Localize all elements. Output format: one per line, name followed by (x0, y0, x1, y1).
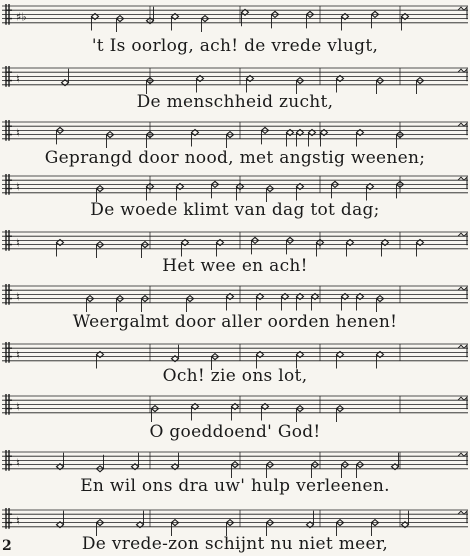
staff-10 (0, 504, 470, 536)
custos-icon (458, 7, 467, 19)
key-signature-icon: ♮ (16, 348, 20, 362)
custos-icon (458, 233, 467, 245)
custos-icon (458, 69, 467, 81)
page-number: 2 (2, 538, 12, 554)
staff-2 (0, 62, 470, 94)
lyric-line-10: De vrede-zon schijnt nu niet meer, (81, 534, 389, 554)
custos-icon (458, 397, 467, 409)
key-signature-icon: ♮ (16, 180, 20, 194)
lyric-line-2: De menschheid zucht, (136, 92, 334, 112)
custos-icon (458, 123, 467, 135)
custos-icon (458, 177, 467, 189)
staff-6 (0, 280, 470, 312)
staff-9 (0, 446, 470, 478)
staff-4 (0, 170, 470, 202)
key-signature-icon: ♮ (16, 236, 20, 250)
key-signature-icon: ♮ (16, 456, 20, 470)
lyric-line-4: De woede klimt van dag tot dag; (90, 200, 380, 220)
staff-5 (0, 226, 470, 258)
key-signature-icon: ♮ (16, 514, 20, 528)
lyric-line-1: 't Is oorlog, ach! de vrede vlugt, (91, 36, 379, 56)
lyric-line-3: Geprangd door nood, met angstig weenen; (44, 148, 426, 168)
lyric-line-9: En wil ons dra uw' hulp verleenen. (80, 476, 390, 496)
lyric-line-7: Och! zie ons lot, (162, 366, 308, 386)
lyric-line-8: O goeddoend' God! (149, 422, 321, 442)
staff-8 (0, 390, 470, 422)
custos-icon (458, 511, 467, 523)
custos-icon (458, 453, 467, 465)
custos-icon (458, 345, 467, 357)
key-signature-icon: ♮ (16, 400, 20, 414)
key-signature-icon: ♮ (16, 126, 20, 140)
staff-3 (0, 116, 470, 148)
lyric-line-5: Het wee en ach! (162, 256, 308, 276)
staff-1 (0, 0, 470, 32)
custos-icon (458, 287, 467, 299)
key-signature-icon: ♮ (16, 72, 20, 86)
key-signature-icon: ♮ (16, 290, 20, 304)
key-signature-icon: ♯♭ (16, 10, 27, 24)
lyric-line-6: Weergalmt door aller oorden henen! (72, 312, 398, 332)
